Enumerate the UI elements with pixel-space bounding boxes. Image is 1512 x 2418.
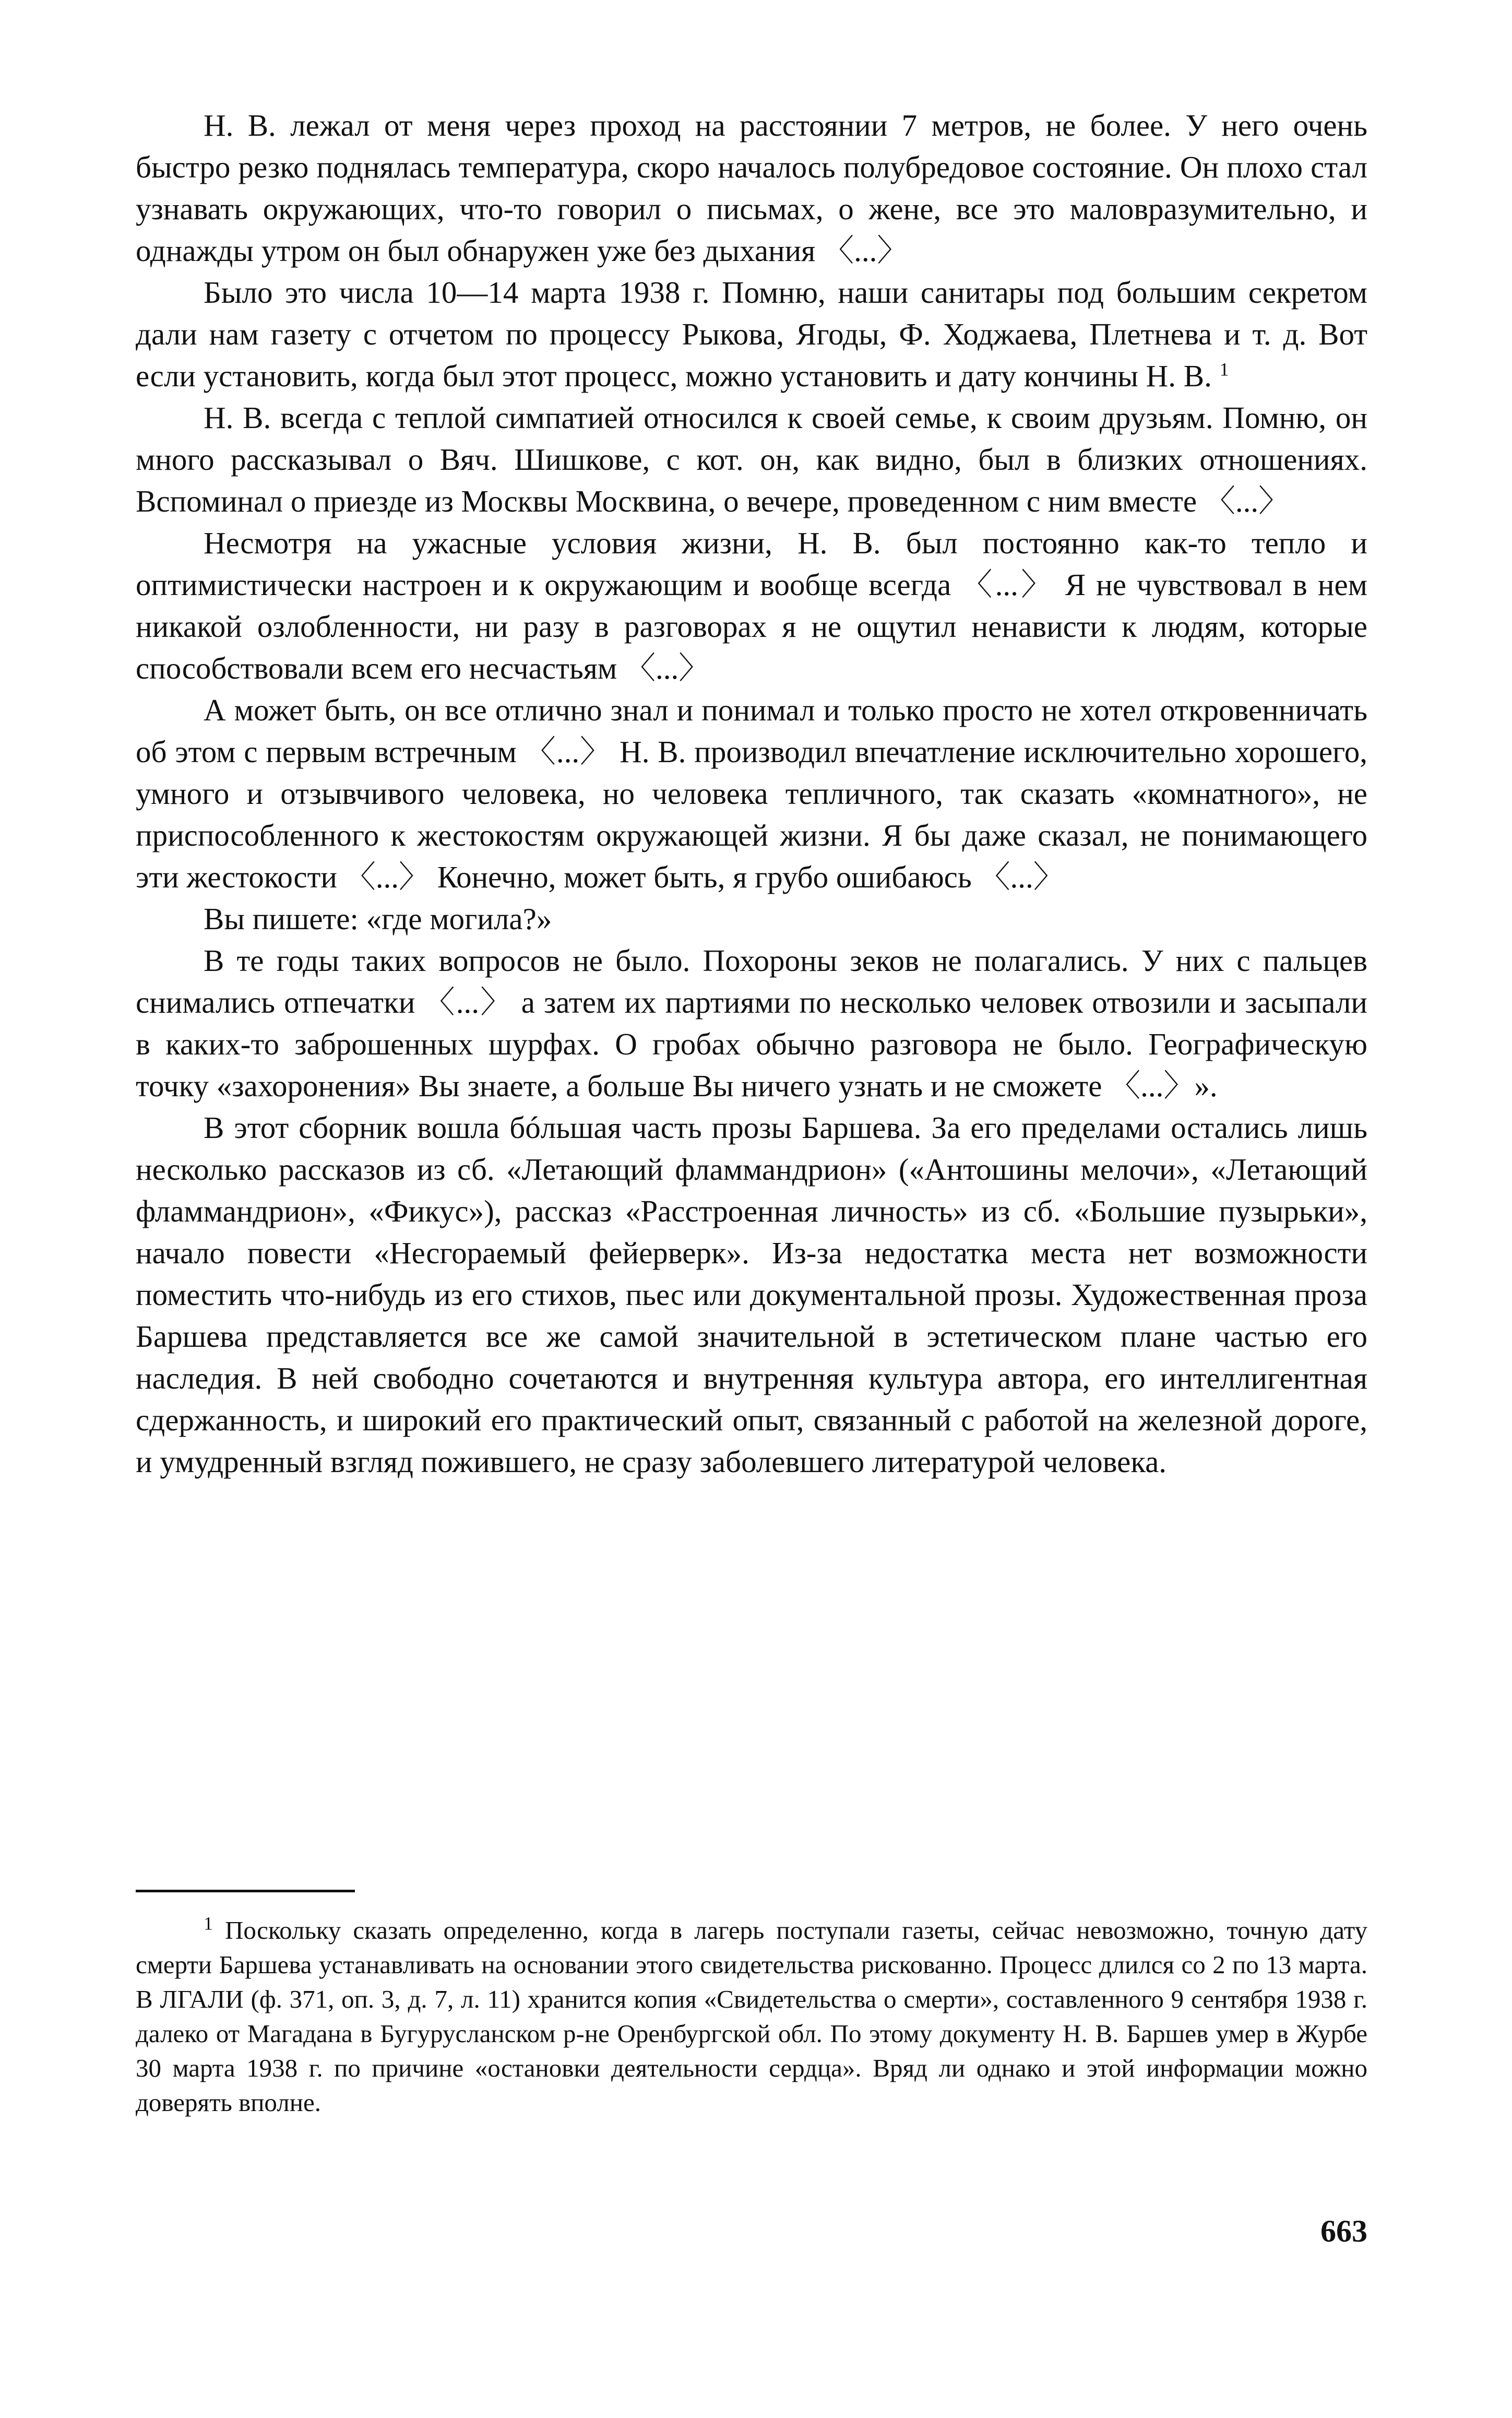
paragraph-1: Н. В. лежал от меня через проход на расстоянии 7 метров, не более. У него очень быстро резко поднялась температура, скоро началось полубредовое состояние. Он плохо стал узнавать окружающих, что-то говорил о письмах, о жене, все это маловразумительно, и однажды утром он был обнаружен уже без дыхания 〈...〉 <box>136 108 1367 268</box>
footnote-reference: 1 <box>1219 359 1229 380</box>
paragraph-4: Несмотря на ужасные условия жизни, Н. В. был постоянно как-то тепло и оптимистически настроен и к окружающим и вообще всегда 〈...〉 Я не чувствовал в нем никакой озлобленности, ни разу в разговорах я не ощутил ненависти к людям, которые способствовали всем его несчастьям 〈...〉 <box>136 526 1367 685</box>
footnote <box>136 1913 1367 2120</box>
paragraph-6: Вы пишете: «где могила?» <box>204 902 552 936</box>
paragraph-8: В этот сборник вошла бóльшая часть прозы Баршева. За его пределами остались лишь несколько рассказов из сб. «Летающий фламмандрион» («Антошины мелочи», «Летающий фламмандрион», «Фикус»), рассказ «Расстроенная личность» из сб. «Большие пузырьки», начало повести «Несгораемый фейерверк». Из-за недостатка места нет возможности поместить что-нибудь из его стихов, пьес или документальной прозы. Художественная проза Баршева представляется все же самой значительной в эстетическом плане частью его наследия. В ней свободно сочетаются и внутренняя культура автора, его интеллигентная сдержанность, и широкий его практический опыт, связанный с работой на железной дороге, и умудренный взгляд пожившего, не сразу заболевшего литературой человека. <box>136 1110 1367 1479</box>
main-text <box>136 104 1367 1483</box>
paragraph-2 <box>136 271 1367 397</box>
page-body <box>136 104 1367 1483</box>
page-number: 663 <box>1320 2214 1367 2248</box>
footnote-divider <box>136 1890 355 1892</box>
paragraph-7: В те годы таких вопросов не было. Похороны зеков не полагались. У них с пальцев снимались отпечатки 〈...〉 а затем их партиями по несколько человек отвозили и засыпали в каких-то заброшенных шурфах. О гробах обычно разговора не было. Географическую точку «захоронения» Вы знаете, а больше Вы ничего узнать и не сможете 〈...〉». <box>136 943 1367 1103</box>
paragraph-3: Н. В. всегда с теплой симпатией относился к своей семье, к своим друзьям. Помню, он много рассказывал о Вяч. Шишкове, с кот. он, как видно, был в близких отношениях. Вспоминал о приезде из Москвы Москвина, о вечере, проведенном с ним вместе 〈...〉 <box>136 400 1367 518</box>
footnote-marker: 1 <box>204 1913 213 1934</box>
footnote-text: Поскольку сказать определенно, когда в лагерь поступали газеты, сейчас невозможно, точную дату смерти Баршева устанавливать на основании этого свидетельства рискованно. Процесс длился со 2 по 13 марта. В ЛГАЛИ (ф. 371, оп. 3, д. 7, л. 11) хранится копия «Свидетельства о смерти», составленного 9 сентября 1938 г. далеко от Магадана в Бугурусланском р-не Оренбургской обл. По этому документу Н. В. Баршев умер в Журбе 30 марта 1938 г. по причине «остановки деятельности сердца». Вряд ли однако и этой информации можно доверять вполне. <box>136 1916 1368 2117</box>
paragraph-2-text: Было это числа 10—14 марта 1938 г. Помню, наши санитары под большим секретом дали нам газету с отчетом по процессу Рыкова, Ягоды, Ф. Ходжаева, Плетнева и т. д. Вот если установить, когда был этот процесс, можно установить и дату кончины Н. В. <box>136 275 1367 393</box>
paragraph-5: А может быть, он все отлично знал и понимал и только просто не хотел откровенничать об этом с первым встречным 〈...〉 Н. В. производил впечатление исключительно хорошего, умного и отзывчивого человека, но человека тепличного, так сказать «комнатного», не приспособленного к жестокостям окружающей жизни. Я бы даже сказал, не понимающего эти жестокости 〈...〉 Конечно, может быть, я грубо ошибаюсь 〈...〉 <box>136 693 1367 894</box>
